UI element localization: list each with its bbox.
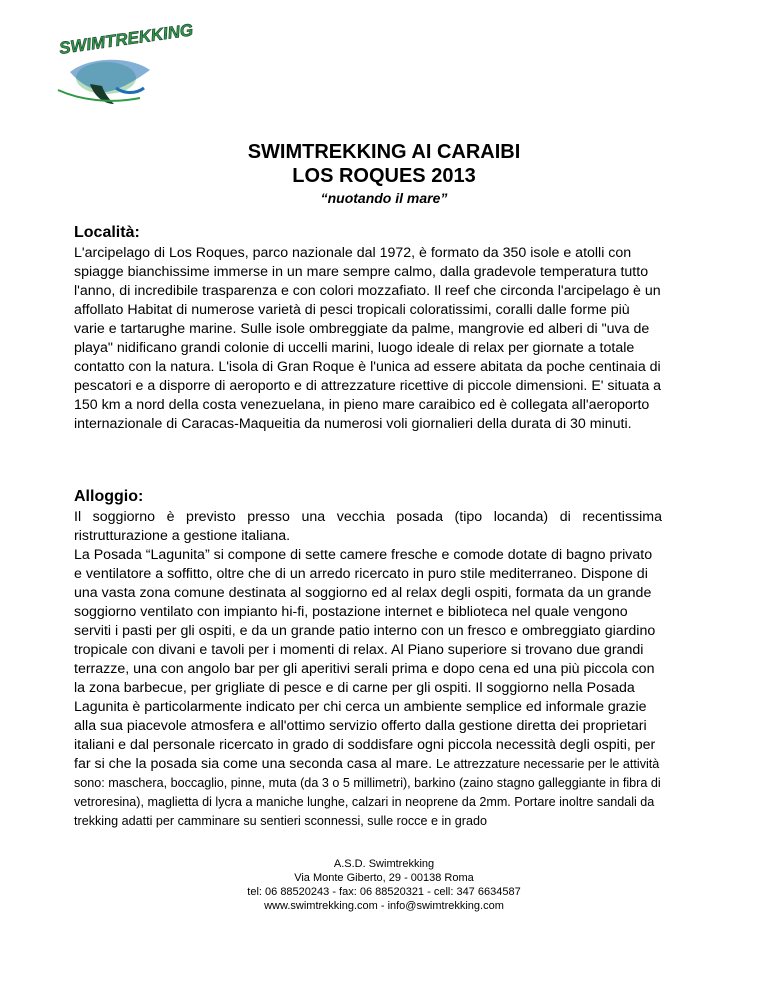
swimtrekking-logo (50, 20, 195, 110)
footer-web: www.swimtrekking.com - info@swimtrekking.com (264, 900, 504, 912)
section-localita (74, 224, 662, 434)
alloggio-equipment-text: Le attrezzature necessarie per le attività sono: maschera, boccaglio, pinne, muta (da 3 o 5 millimetri), barkino (zaino stagno galleggiante in fibra di vetroresina), maglietta di lycra a maniche lunghe, calzari in neoprene da 2mm. Portare inoltre sandali da trekking adatti per camminare su sentieri sconnessi, sulle rocce e in grado (74, 757, 661, 828)
manta-ray-icon (58, 60, 150, 104)
svg-text:SWIMTREKKING: SWIMTREKKING (57, 20, 195, 58)
title-line-1: SWIMTREKKING AI CARAIBI (247, 141, 521, 163)
document-title-block (0, 140, 768, 206)
section-alloggio (74, 488, 662, 831)
page-footer (0, 857, 768, 913)
paragraph-alloggio-intro: Il soggiorno è previsto presso una vecchia posada (tipo locanda) di recentissima ristrutturazione a gestione italiana. (74, 509, 662, 544)
tagline: “nuotando il mare” (320, 190, 448, 206)
footer-org: A.S.D. Swimtrekking (333, 858, 435, 870)
heading-localita: Località: (74, 224, 140, 241)
paragraph-alloggio-body (74, 546, 662, 831)
paragraph-localita: L'arcipelago di Los Roques, parco nazionale dal 1972, è formato da 350 isole e atolli con spiagge bianchissime immerse in un mare sempre calmo, dalla gradevole temperatura tutto l'anno, di incredibile trasparenza e con colori mozzafiato. Il reef che circonda l'arcipelago è un affollato Habitat di numerose varietà di pesci tropicali coloratissimi, coralli dalle forme più varie e tartarughe marine. Sulle isole ombreggiate da palme, mangrovie ed alberi di "uva de playa" nidificano grandi colonie di uccelli marini, luogo ideale di relax per giornate a totale contatto con la natura. L'isola di Gran Roque è l'unica ad essere abitata da poche centinaia di pescatori e a disporre di aeroporto e di attrezzature ricettive di piccole dimensioni. E' situata a 150 km a nord della costa venezuelana, in pieno mare caraibico ed è collegata all'aeroporto internazionale di Caracas-Maqueitia da numerosi voli giornalieri della durata di 30 minuti. (74, 245, 662, 432)
footer-phones: tel: 06 88520243 - fax: 06 88520321 - cell: 347 6634587 (247, 886, 521, 898)
title-line-2: LOS ROQUES 2013 (292, 165, 476, 187)
footer-address: Via Monte Giberto, 29 - 00138 Roma (294, 872, 474, 884)
heading-alloggio: Alloggio: (74, 488, 144, 505)
alloggio-body-text: La Posada “Lagunita” si compone di sette camere fresche e comode dotate di bagno privato e ventilatore a soffitto, oltre che di un arredo ricercato in puro stile mediterraneo. Dispone di una vasta zona comune destinata al soggiorno ed al relax degli ospiti, formata da un grande soggiorno ventilato con impianto hi-fi, postazione internet e biblioteca nel quale vengono serviti i pasti per gli ospiti, e da un grande patio interno con un fresco e ombreggiato giardino tropicale con divani e tavoli per i momenti di relax. Al Piano superiore si trovano due grandi terrazze, una con angolo bar per gli aperitivi serali prima e dopo cena ed una più piccola con la zona barbecue, per grigliate di pesce e di carne per gli ospiti. Il soggiorno nella Posada Lagunita è particolarmente indicato per chi cerca un ambiente semplice ed informale grazie alla sua piacevole atmosfera e all'ottimo servizio offerto dalla gestione diretta dei proprietari italiani e dal personale ricercato in grado di soddisfare ogni piccola necessità degli ospiti, per far si che la posada sia come una seconda casa al mare. (74, 547, 656, 772)
